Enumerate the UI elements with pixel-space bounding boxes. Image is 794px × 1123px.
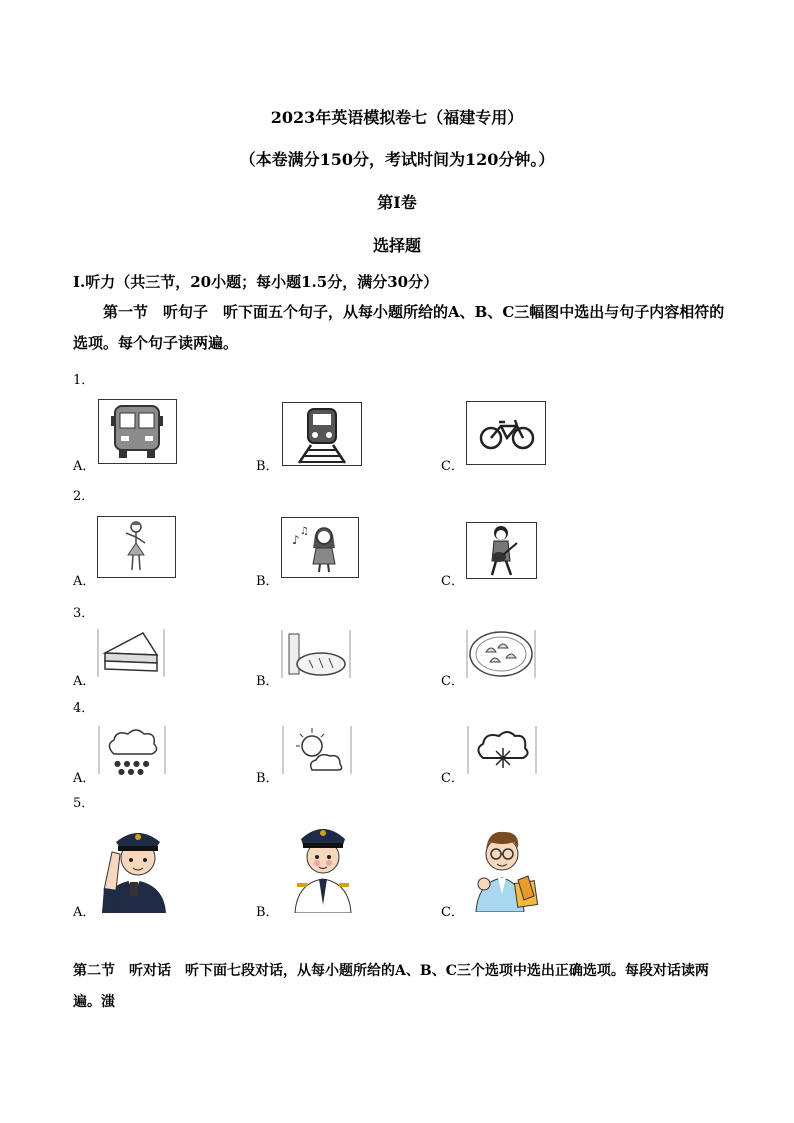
- question-number: 2．: [73, 489, 95, 504]
- option-label: A．: [73, 574, 96, 589]
- option-label: A．: [73, 771, 96, 786]
- exam-subtitle: （本卷满分150分，考试时间为120分钟。）: [239, 150, 555, 169]
- question-number: 5．: [73, 796, 95, 811]
- bus-icon[interactable]: [98, 399, 177, 464]
- option-label: A．: [73, 674, 96, 689]
- option-label: C．: [441, 905, 464, 920]
- option-label: A．: [73, 459, 96, 474]
- bicycle-icon[interactable]: [466, 401, 546, 465]
- svg-text:● ● ●: ● ● ●: [118, 767, 145, 776]
- volume-label: 第Ⅰ卷: [377, 193, 417, 212]
- exam-title: 2023年英语模拟卷七（福建专用）: [270, 108, 524, 127]
- pilot-icon[interactable]: [293, 817, 353, 913]
- option-label: A．: [73, 905, 96, 920]
- svg-text:● ● ● ●: ● ● ● ●: [114, 759, 150, 768]
- dumplings-icon[interactable]: [466, 628, 536, 680]
- option-label: B．: [256, 905, 279, 920]
- policeman-icon[interactable]: [98, 818, 170, 913]
- option-label: C．: [441, 459, 464, 474]
- svg-text:♫: ♫: [300, 526, 309, 537]
- bread-icon[interactable]: [281, 628, 351, 680]
- guitar-player-icon[interactable]: [466, 522, 537, 579]
- train-icon[interactable]: [282, 402, 362, 466]
- section1-instruction: 第一节 听句子 听下面五个句子，从每小题所给的A、B、C三幅图中选出与句子内容相符的选项。每个句子读两遍。: [73, 303, 725, 352]
- section-type-label: 选择题: [372, 236, 421, 255]
- section2-instruction: 第二节 听对话 听下面七段对话，从每小题所给的A、B、C三个选项中选出正确选项。每段对话读两遍。滍: [73, 963, 709, 1010]
- snow-cloud-icon[interactable]: [467, 724, 537, 776]
- dancing-girl-icon[interactable]: [97, 516, 176, 578]
- option-label: C．: [441, 574, 464, 589]
- question-number: 1．: [73, 373, 95, 388]
- sun-cloud-icon[interactable]: [282, 724, 352, 776]
- option-label: C．: [441, 674, 464, 689]
- listening-heading: Ⅰ.听力（共三节，20小题；每小题1.5分，满分30分）: [73, 273, 439, 291]
- option-label: B．: [256, 674, 279, 689]
- question-number: 4．: [73, 701, 95, 716]
- option-label: B．: [256, 459, 279, 474]
- sandwich-icon[interactable]: [97, 627, 165, 679]
- rain-cloud-icon[interactable]: [98, 724, 166, 776]
- option-label: B．: [256, 771, 279, 786]
- question-number: 3．: [73, 606, 95, 621]
- option-label: C．: [441, 771, 464, 786]
- teacher-icon[interactable]: [470, 820, 540, 912]
- option-label: B．: [256, 574, 279, 589]
- svg-text:♪: ♪: [292, 533, 300, 547]
- singing-girl-icon[interactable]: [281, 517, 359, 578]
